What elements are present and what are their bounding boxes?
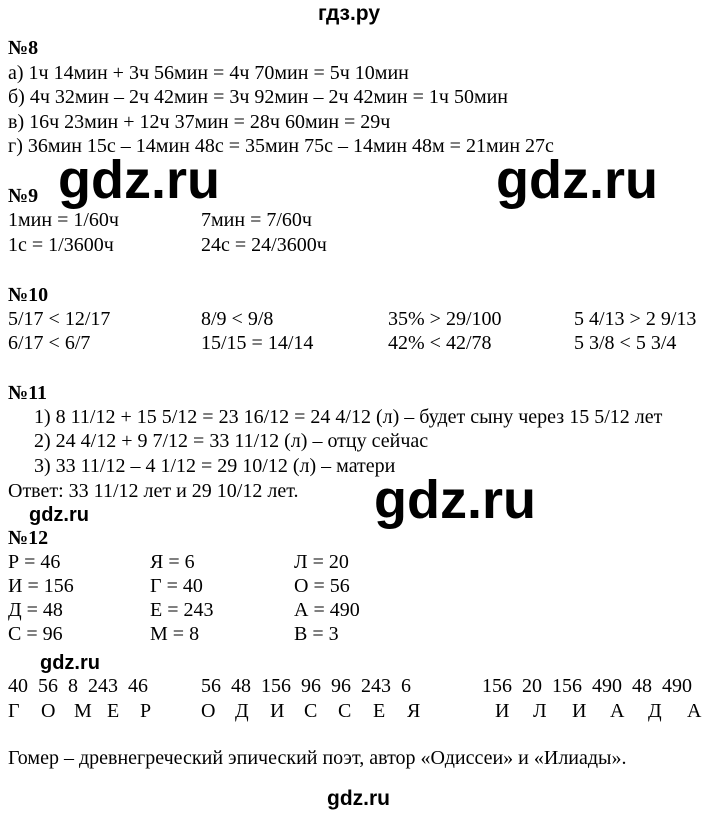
task11-step-2: 2) 24 4/12 + 9 7/12 = 33 11/12 (л) – отцу сейчас [34,430,429,452]
task10-title: №10 [8,284,49,306]
task8-title: №8 [8,37,39,59]
cipher-letter: А [687,700,702,722]
cipher-letter: И [270,700,285,722]
task12-cell: О = 56 [294,575,350,597]
task12-note: Гомер – древнегреческий эпический поэт, автор «Одиссеи» и «Илиады». [8,747,627,769]
site-header: гдз.ру [318,2,381,25]
cipher-numbers-homer: 40 56 8 243 46 [8,675,148,697]
cipher-letter: Л [533,700,547,722]
cipher-letter: Р [140,700,152,722]
task12-cell: В = 3 [294,623,339,645]
task11-answer: Ответ: 33 11/12 лет и 29 10/12 лет. [8,480,299,502]
task11-step-1: 1) 8 11/12 + 15 5/12 = 23 16/12 = 24 4/12 (л) – будет сыну через 15 5/12 лет [34,406,663,428]
cipher-letter: О [201,700,216,722]
cipher-letter: И [495,700,510,722]
task10-cell: 8/9 < 9/8 [201,308,274,330]
task10-cell: 5 3/8 < 5 3/4 [574,332,677,354]
task10-cell: 5/17 < 12/17 [8,308,111,330]
task10-cell: 35% > 29/100 [388,308,502,330]
cipher-letter: А [610,700,625,722]
task12-cell: Е = 243 [150,599,214,621]
task10-cell: 42% < 42/78 [388,332,492,354]
task12-cell: Я = 6 [150,551,195,573]
task12-cell: С = 96 [8,623,63,645]
cipher-letter: Е [373,700,386,722]
cipher-letter: М [74,700,92,722]
task9-cell: 24с = 24/3600ч [201,234,327,256]
task10-cell: 15/15 = 14/14 [201,332,314,354]
task8-line-b: б) 4ч 32мин – 2ч 42мин = 3ч 92мин – 2ч 42мин = 1ч 50мин [8,86,508,108]
task10-cell: 6/17 < 6/7 [8,332,91,354]
cipher-letter: Е [107,700,120,722]
cipher-numbers-odyssey: 56 48 156 96 96 243 6 [201,675,411,697]
watermark: gdz.ru [374,470,536,530]
task12-cell: Д = 48 [8,599,63,621]
watermark: gdz.ru [327,787,390,810]
cipher-numbers-iliad: 156 20 156 490 48 490 [482,675,692,697]
cipher-letter: С [304,700,318,722]
watermark: gdz.ru [40,652,100,674]
task11-step-3: 3) 33 11/12 – 4 1/12 = 29 10/12 (л) – матери [34,455,396,477]
task12-cell: М = 8 [150,623,200,645]
task8-line-c: в) 16ч 23мин + 12ч 37мин = 28ч 60мин = 29ч [8,111,391,133]
task12-cell: Р = 46 [8,551,61,573]
watermark: gdz.ru [58,150,220,210]
task9-cell: 1с = 1/3600ч [8,234,114,256]
task12-cell: Г = 40 [150,575,203,597]
task11-title: №11 [8,382,47,404]
task12-cell: И = 156 [8,575,74,597]
task12-cell: А = 490 [294,599,360,621]
cipher-letter: С [338,700,352,722]
cipher-letter: Д [235,700,249,722]
task12-title: №12 [8,527,49,549]
cipher-letter: И [572,700,587,722]
task8-line-a: а) 1ч 14мин + 3ч 56мин = 4ч 70мин = 5ч 10мин [8,62,409,84]
task9-title: №9 [8,185,39,207]
task10-cell: 5 4/13 > 2 9/13 [574,308,697,330]
watermark: gdz.ru [29,504,89,526]
task9-cell: 7мин = 7/60ч [201,209,312,231]
watermark: gdz.ru [496,150,658,210]
cipher-letter: О [41,700,56,722]
task9-cell: 1мин = 1/60ч [8,209,119,231]
cipher-letter: Я [407,700,421,722]
cipher-letter: Д [648,700,662,722]
cipher-letter: Г [8,700,20,722]
task12-cell: Л = 20 [294,551,349,573]
task8-line-d: г) 36мин 15с – 14мин 48с = 35мин 75с – 14мин 48м = 21мин 27с [8,135,554,157]
